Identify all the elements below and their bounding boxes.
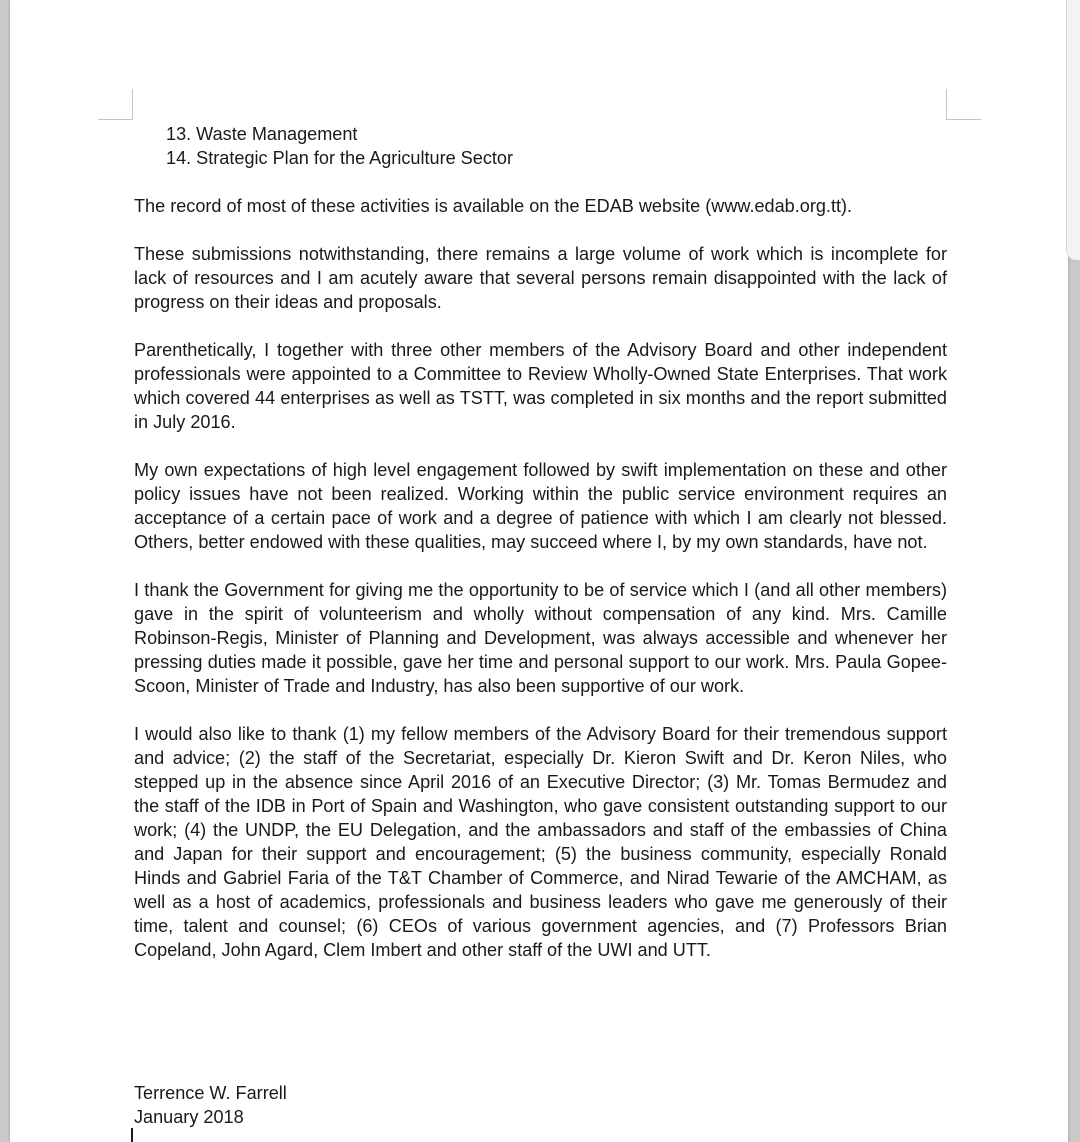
paragraph-acknowledgements: I would also like to thank (1) my fellow members of the Advisory Board for their tremendous support and advice; (2) the staff of the Secretariat, especially Dr. Kieron Swift and Dr. Keron Niles, who stepped up in the absence since April 2016 of an Executive Director; (3) Mr. Tomas Bermudez and the staff of the IDB in Port of Spain and Washington, who gave consistent outstanding support to our work; (4) the UNDP, the EU Delegation, and the ambassadors and staff of the embassies of China and Japan for their support and encouragement; (5) the business community, especially Ronald Hinds and Gabriel Faria of the T&T Chamber of Commerce, and Nirad Tewarie of the AMCHAM, as well as a host of academics, professionals and business leaders who gave me generously of their time, talent and counsel; (6) CEOs of various government agencies, and (7) Professors Brian Copeland, John Agard, Clem Imbert and other staff of the UWI and UTT. <box>134 724 947 960</box>
paragraph-committee: Parenthetically, I together with three other members of the Advisory Board and other independent professionals were appointed to a Committee to Review Wholly-Owned State Enterprises. That work which covered 44 enterprises as well as TSTT, was completed in six months and the report submitted in July 2016. <box>134 340 947 432</box>
paragraph-thanks-government: I thank the Government for giving me the opportunity to be of service which I (and all other members) gave in the spirit of volunteerism and wholly without compensation of any kind. Mrs. Camille Robinson-Regis, Minister of Planning and Development, was always accessible and whenever her pressing duties made it possible, gave her time and personal support to our work. Mrs. Paula Gopee-Scoon, Minister of Trade and Industry, has also been supportive of our work. <box>134 580 947 696</box>
text-cursor <box>131 1128 133 1142</box>
margin-corner-top-left <box>98 89 133 120</box>
document-body[interactable] <box>134 122 947 986</box>
numbered-list <box>166 122 947 170</box>
signature-block <box>134 1081 287 1129</box>
scroll-edge[interactable] <box>1066 0 1080 260</box>
list-item: 14. Strategic Plan for the Agriculture Sector <box>166 148 513 168</box>
signature-name: Terrence W. Farrell <box>134 1083 287 1103</box>
signature-date: January 2018 <box>134 1107 244 1127</box>
paragraph-submissions: These submissions notwithstanding, there remains a large volume of work which is incomplete for lack of resources and I am acutely aware that several persons remain disappointed with the lack of progress on their ideas and proposals. <box>134 244 947 312</box>
document-page[interactable] <box>10 0 1068 1142</box>
margin-corner-top-right <box>946 89 981 120</box>
paragraph-website-record: The record of most of these activities is available on the EDAB website (www.edab.org.tt). <box>134 196 853 216</box>
paragraph-expectations: My own expectations of high level engagement followed by swift implementation on these and other policy issues have not been realized. Working within the public service environment requires an acceptance of a certain pace of work and a degree of patience with which I am clearly not blessed. Others, better endowed with these qualities, may succeed where I, by my own standards, have not. <box>134 460 947 552</box>
list-item: 13. Waste Management <box>166 124 358 144</box>
